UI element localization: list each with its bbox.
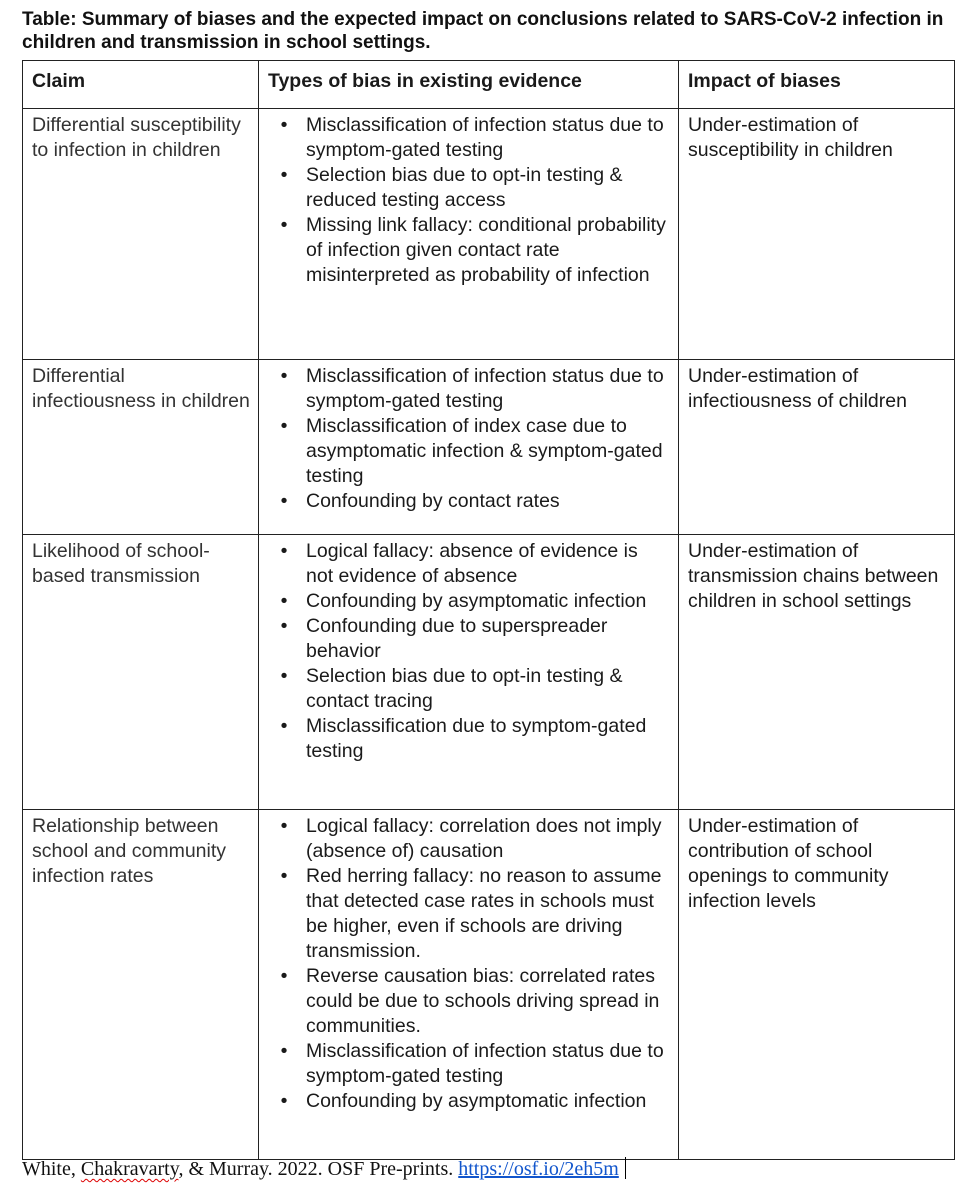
bullet-icon: • bbox=[280, 490, 288, 512]
bullet-icon: • bbox=[280, 615, 288, 637]
impact-cell: Under-estimation of susceptibility in children bbox=[679, 109, 955, 360]
bias-text: Misclassification of infection status due to symptom-gated testing bbox=[306, 114, 664, 161]
table-header-row bbox=[23, 61, 955, 109]
bias-text: Misclassification due to symptom-gated testing bbox=[306, 715, 647, 762]
bullet-icon: • bbox=[280, 164, 288, 186]
bias-cell bbox=[259, 360, 679, 535]
table-caption: Table: Summary of biases and the expected impact on conclusions related to SARS-CoV-2 infection in children and transmission in school settings. bbox=[22, 9, 944, 53]
bias-summary-table bbox=[22, 60, 955, 1160]
bias-item bbox=[268, 113, 670, 163]
bias-item bbox=[268, 589, 670, 614]
text-cursor bbox=[625, 1157, 626, 1179]
bias-item bbox=[268, 614, 670, 664]
table-row bbox=[23, 109, 955, 360]
header-impact: Impact of biases bbox=[679, 61, 955, 109]
impact-cell: Under-estimation of transmission chains between children in school settings bbox=[679, 535, 955, 810]
table-row bbox=[23, 360, 955, 535]
bias-item bbox=[268, 414, 670, 489]
bias-list bbox=[268, 113, 670, 288]
bullet-icon: • bbox=[280, 965, 288, 987]
header-bias-types: Types of bias in existing evidence bbox=[259, 61, 679, 109]
bias-text: Confounding by asymptomatic infection bbox=[306, 590, 647, 612]
bullet-icon: • bbox=[280, 715, 288, 737]
bullet-icon: • bbox=[280, 540, 288, 562]
bias-text: Reverse causation bias: correlated rates could be due to schools driving spread in communities. bbox=[306, 965, 660, 1037]
bias-text: Logical fallacy: correlation does not imply (absence of) causation bbox=[306, 815, 662, 862]
bias-text: Selection bias due to opt-in testing & contact tracing bbox=[306, 665, 623, 712]
bias-text: Selection bias due to opt-in testing & reduced testing access bbox=[306, 164, 623, 211]
claim-cell: Likelihood of school-based transmission bbox=[23, 535, 259, 810]
bias-cell bbox=[259, 109, 679, 360]
header-claim: Claim bbox=[23, 61, 259, 109]
bias-text: Red herring fallacy: no reason to assume that detected case rates in schools must be higher, even if schools are driving transmission. bbox=[306, 865, 662, 962]
bias-item bbox=[268, 163, 670, 213]
bias-text: Misclassification of infection status due to symptom-gated testing bbox=[306, 1040, 664, 1087]
table-row bbox=[23, 535, 955, 810]
bullet-icon: • bbox=[280, 865, 288, 887]
bullet-icon: • bbox=[280, 214, 288, 236]
bias-text: Logical fallacy: absence of evidence is not evidence of absence bbox=[306, 540, 638, 587]
bias-text: Confounding by asymptomatic infection bbox=[306, 1090, 647, 1112]
bias-text: Misclassification of index case due to asymptomatic infection & symptom-gated testing bbox=[306, 415, 663, 487]
claim-cell: Differential susceptibility to infection in children bbox=[23, 109, 259, 360]
citation-link[interactable]: https://osf.io/2eh5m bbox=[458, 1158, 619, 1180]
bias-list bbox=[268, 814, 670, 1114]
bias-item bbox=[268, 539, 670, 589]
bullet-icon: • bbox=[280, 1090, 288, 1112]
bullet-icon: • bbox=[280, 365, 288, 387]
bias-cell bbox=[259, 810, 679, 1160]
bias-list bbox=[268, 539, 670, 764]
bias-item bbox=[268, 664, 670, 714]
table-row bbox=[23, 810, 955, 1160]
bullet-icon: • bbox=[280, 590, 288, 612]
bias-item bbox=[268, 964, 670, 1039]
claim-cell: Relationship between school and community infection rates bbox=[23, 810, 259, 1160]
bullet-icon: • bbox=[280, 114, 288, 136]
bias-item bbox=[268, 489, 670, 514]
bias-item bbox=[268, 1039, 670, 1089]
citation bbox=[22, 1156, 626, 1182]
citation-author-first: White, bbox=[22, 1158, 81, 1180]
bias-item bbox=[268, 1089, 670, 1114]
citation-author-rest: , & Murray. 2022. OSF Pre-prints. bbox=[178, 1158, 459, 1180]
impact-cell: Under-estimation of contribution of school openings to community infection levels bbox=[679, 810, 955, 1160]
bias-item bbox=[268, 714, 670, 764]
bias-item bbox=[268, 864, 670, 964]
bullet-icon: • bbox=[280, 665, 288, 687]
bullet-icon: • bbox=[280, 415, 288, 437]
bias-cell bbox=[259, 535, 679, 810]
bias-text: Missing link fallacy: conditional probability of infection given contact rate misinterpreted as probability of infection bbox=[306, 214, 666, 286]
bias-item bbox=[268, 364, 670, 414]
bias-item bbox=[268, 814, 670, 864]
bullet-icon: • bbox=[280, 1040, 288, 1062]
bias-list bbox=[268, 364, 670, 514]
claim-cell: Differential infectiousness in children bbox=[23, 360, 259, 535]
bullet-icon: • bbox=[280, 815, 288, 837]
bias-text: Confounding by contact rates bbox=[306, 490, 560, 512]
bias-item bbox=[268, 213, 670, 288]
bias-text: Confounding due to superspreader behavior bbox=[306, 615, 608, 662]
citation-author-spellcheck: Chakravarty bbox=[80, 1158, 179, 1180]
impact-cell: Under-estimation of infectiousness of children bbox=[679, 360, 955, 535]
bias-text: Misclassification of infection status due to symptom-gated testing bbox=[306, 365, 664, 412]
